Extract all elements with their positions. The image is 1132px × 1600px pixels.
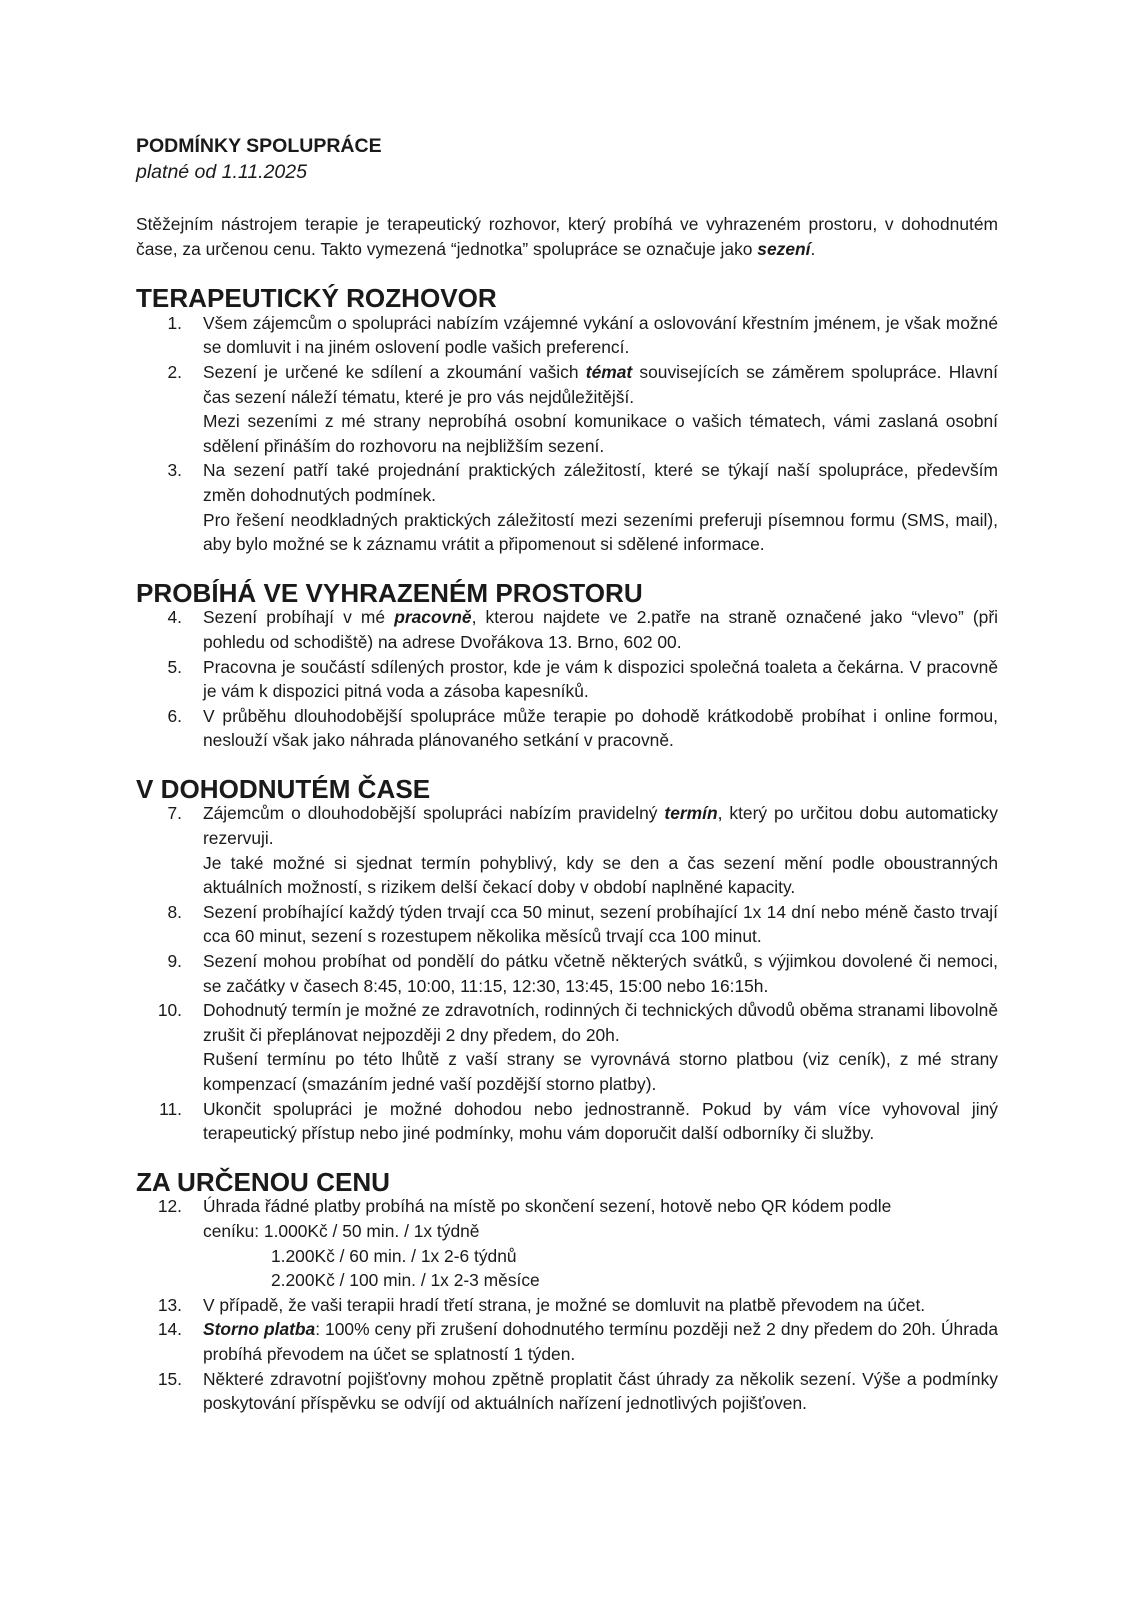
item-number: 2. bbox=[167, 361, 182, 382]
section-terapeuticky-rozhovor bbox=[136, 283, 998, 557]
item-number: 10. bbox=[157, 1000, 182, 1021]
list-item bbox=[136, 360, 998, 458]
section-dohodnuty-cas bbox=[136, 773, 999, 1146]
item-text: Dohodnutý termín je možné ze zdravotních, rodinných či technických důvodů oběma stranami libovolně zrušit či přeplánovat nejpozději 2 dny předem, do 20h. bbox=[203, 1000, 998, 1045]
intro-emphasis: sezení bbox=[757, 238, 811, 259]
list-item bbox=[136, 311, 998, 360]
list-item bbox=[136, 1367, 998, 1416]
section-list bbox=[136, 605, 998, 753]
item-text-part: , kterou najdete ve 2.patře na straně označené jako “vlevo” (při pohledu od schodiště) na adrese Dvořákova 13. Brno, 602 00. bbox=[203, 607, 998, 652]
item-text: Všem zájemcům o spolupráci nabízím vzájemné vykání a oslovování křestním jménem, je však možné se domluvit i na jiném oslovení podle vašich preferencí. bbox=[203, 312, 998, 358]
section-heading: PROBÍHÁ VE VYHRAZENÉM PROSTORU bbox=[136, 577, 643, 608]
section-urcena-cena bbox=[136, 1166, 998, 1416]
item-text-2: Je také možné si sjednat termín pohyblivý, kdy se den a čas sezení mění podle oboustranných aktuálních možností, s rizikem delší čekací doby v období naplněné kapacity. bbox=[203, 852, 998, 898]
item-text bbox=[203, 1317, 998, 1366]
item-text-2: Pro řešení neodkladných praktických záležitostí mezi sezeními preferuji písemnou formu (SMS, mail), aby bylo možné se k záznamu vrátit a připomenout si sdělené informace. bbox=[203, 509, 998, 555]
item-text-part: souvisejících se záměrem spolupráce. Hlavní čas sezení náleží tématu, které je pro vás nejdůležitější. bbox=[203, 361, 998, 407]
section-heading: TERAPEUTICKÝ ROZHOVOR bbox=[136, 283, 497, 314]
item-number: 5. bbox=[167, 656, 182, 677]
item-emphasis: pracovně bbox=[394, 607, 472, 628]
list-item bbox=[136, 458, 998, 556]
item-text bbox=[203, 605, 998, 654]
item-number: 13. bbox=[157, 1294, 182, 1315]
item-emphasis: termín bbox=[664, 803, 718, 824]
item-number: 14. bbox=[157, 1319, 182, 1340]
section-heading: V DOHODNUTÉM ČASE bbox=[136, 773, 431, 804]
list-item bbox=[136, 1293, 998, 1318]
intro-end: . bbox=[810, 238, 816, 259]
item-text-2: Rušení termínu po této lhůtě z vaší strany se vyrovnává storno platbou (viz ceník), z mé strany kompenzací (smazáním jedné vaší pozdější storno platby). bbox=[203, 1049, 998, 1094]
item-number: 9. bbox=[167, 951, 182, 972]
item-number: 3. bbox=[167, 460, 182, 481]
section-list bbox=[136, 1194, 998, 1415]
list-item bbox=[136, 1194, 998, 1292]
item-emphasis: témat bbox=[585, 361, 633, 382]
item-text: V průběhu dlouhodobější spolupráce může terapie po dohodě krátkodobě probíhat i online formou, neslouží však jako náhrada plánovaného setkání v pracovně. bbox=[203, 705, 998, 751]
section-list bbox=[136, 801, 998, 1145]
item-text-2: Mezi sezeními z mé strany neprobíhá osobní komunikace o vašich tématech, vámi zaslaná osobní sdělení přináším do rozhovoru na nejbližším sezení. bbox=[203, 411, 998, 456]
item-text: Pracovna je součástí sdílených prostor, kde je vám k dispozici společná toaleta a čekárna. V pracovně je vám k dispozici pitná voda a zásoba kapesníků. bbox=[203, 656, 998, 702]
item-text: V případě, že vaši terapii hradí třetí strana, je možné se domluvit na platbě převodem na účet. bbox=[203, 1294, 926, 1315]
item-number: 15. bbox=[157, 1368, 182, 1389]
list-item bbox=[136, 998, 998, 1096]
list-item bbox=[136, 704, 998, 753]
item-number: 12. bbox=[157, 1196, 182, 1217]
list-item bbox=[136, 1317, 998, 1366]
item-number: 11. bbox=[159, 1098, 182, 1119]
item-text-part: Sezení je určené ke sdílení a zkoumání vašich bbox=[203, 361, 586, 382]
item-emphasis: Storno platba bbox=[203, 1319, 316, 1340]
item-text-part: Sezení probíhají v mé bbox=[203, 607, 395, 628]
price-list-line: ceníku: 1.000Kč / 50 min. / 1x týdně bbox=[203, 1220, 480, 1241]
price-list-line: 2.200Kč / 100 min. / 1x 2-3 měsíce bbox=[271, 1270, 540, 1291]
section-vyhrazeny-prostor bbox=[136, 577, 998, 753]
list-item bbox=[136, 655, 998, 704]
item-text: Sezení mohou probíhat od pondělí do pátku včetně některých svátků, s výjimkou dovolené či nemoci, se začátky v časech 8:45, 10:00, 11:15, 12:30, 13:45, 15:00 nebo 16:15h. bbox=[203, 951, 998, 996]
item-text bbox=[203, 801, 998, 850]
item-number: 1. bbox=[167, 312, 182, 333]
list-item bbox=[136, 801, 998, 899]
item-number: 7. bbox=[167, 803, 182, 824]
section-heading: ZA URČENOU CENU bbox=[136, 1166, 391, 1197]
item-number: 4. bbox=[167, 607, 182, 628]
item-text-part: Zájemcům o dlouhodobější spolupráci nabízím pravidelný bbox=[203, 803, 665, 824]
intro-text: Stěžejním nástrojem terapie je terapeutický rozhovor, který probíhá ve vyhrazeném prostoru, v dohodnutém čase, za určenou cenu. Takto vymezená “jednotka” spolupráce se označuje jako bbox=[136, 214, 998, 259]
item-text: Některé zdravotní pojišťovny mohou zpětně proplatit část úhrady za několik sezení. Výše a podmínky poskytování příspěvku se odvíjí od aktuálních nařízení jednotlivých pojišťoven. bbox=[203, 1368, 998, 1414]
section-list bbox=[136, 311, 998, 557]
document-subtitle: platné od 1.11.2025 bbox=[136, 161, 307, 183]
item-text: Na sezení patří také projednání praktických záležitostí, které se týkají naší spolupráce, především změn dohodnutých podmínek. bbox=[203, 460, 998, 505]
item-text: Sezení probíhající každý týden trvají cca 50 minut, sezení probíhající 1x 14 dní nebo méně často trvají cca 60 minut, sezení s rozestupem několika měsíců trvají cca 100 minut. bbox=[203, 901, 998, 947]
list-item bbox=[136, 605, 998, 654]
list-item bbox=[136, 949, 998, 998]
list-item bbox=[136, 1097, 998, 1146]
document-title: PODMÍNKY SPOLUPRÁCE bbox=[136, 135, 382, 157]
price-list-line: 1.200Kč / 60 min. / 1x 2-6 týdnů bbox=[271, 1245, 517, 1266]
list-item bbox=[136, 900, 998, 949]
intro-paragraph bbox=[136, 212, 998, 261]
item-text-part: , který po určitou dobu automaticky rezervuji. bbox=[203, 803, 999, 849]
item-text bbox=[203, 360, 998, 409]
item-text-part: : 100% ceny při zrušení dohodnutého termínu později než 2 dny předem do 20h. Úhrada probíhá převodem na účet se splatností 1 týden. bbox=[203, 1319, 998, 1364]
item-text: Ukončit spolupráci je možné dohodou nebo jednostranně. Pokud by vám více vyhovoval jiný terapeutický přístup nebo jiné podmínky, mohu vám doporučit další odborníky či služby. bbox=[203, 1098, 998, 1144]
item-number: 8. bbox=[167, 901, 182, 922]
item-text: Úhrada řádné platby probíhá na místě po skončení sezení, hotově nebo QR kódem podle bbox=[203, 1196, 892, 1217]
item-number: 6. bbox=[167, 705, 182, 726]
